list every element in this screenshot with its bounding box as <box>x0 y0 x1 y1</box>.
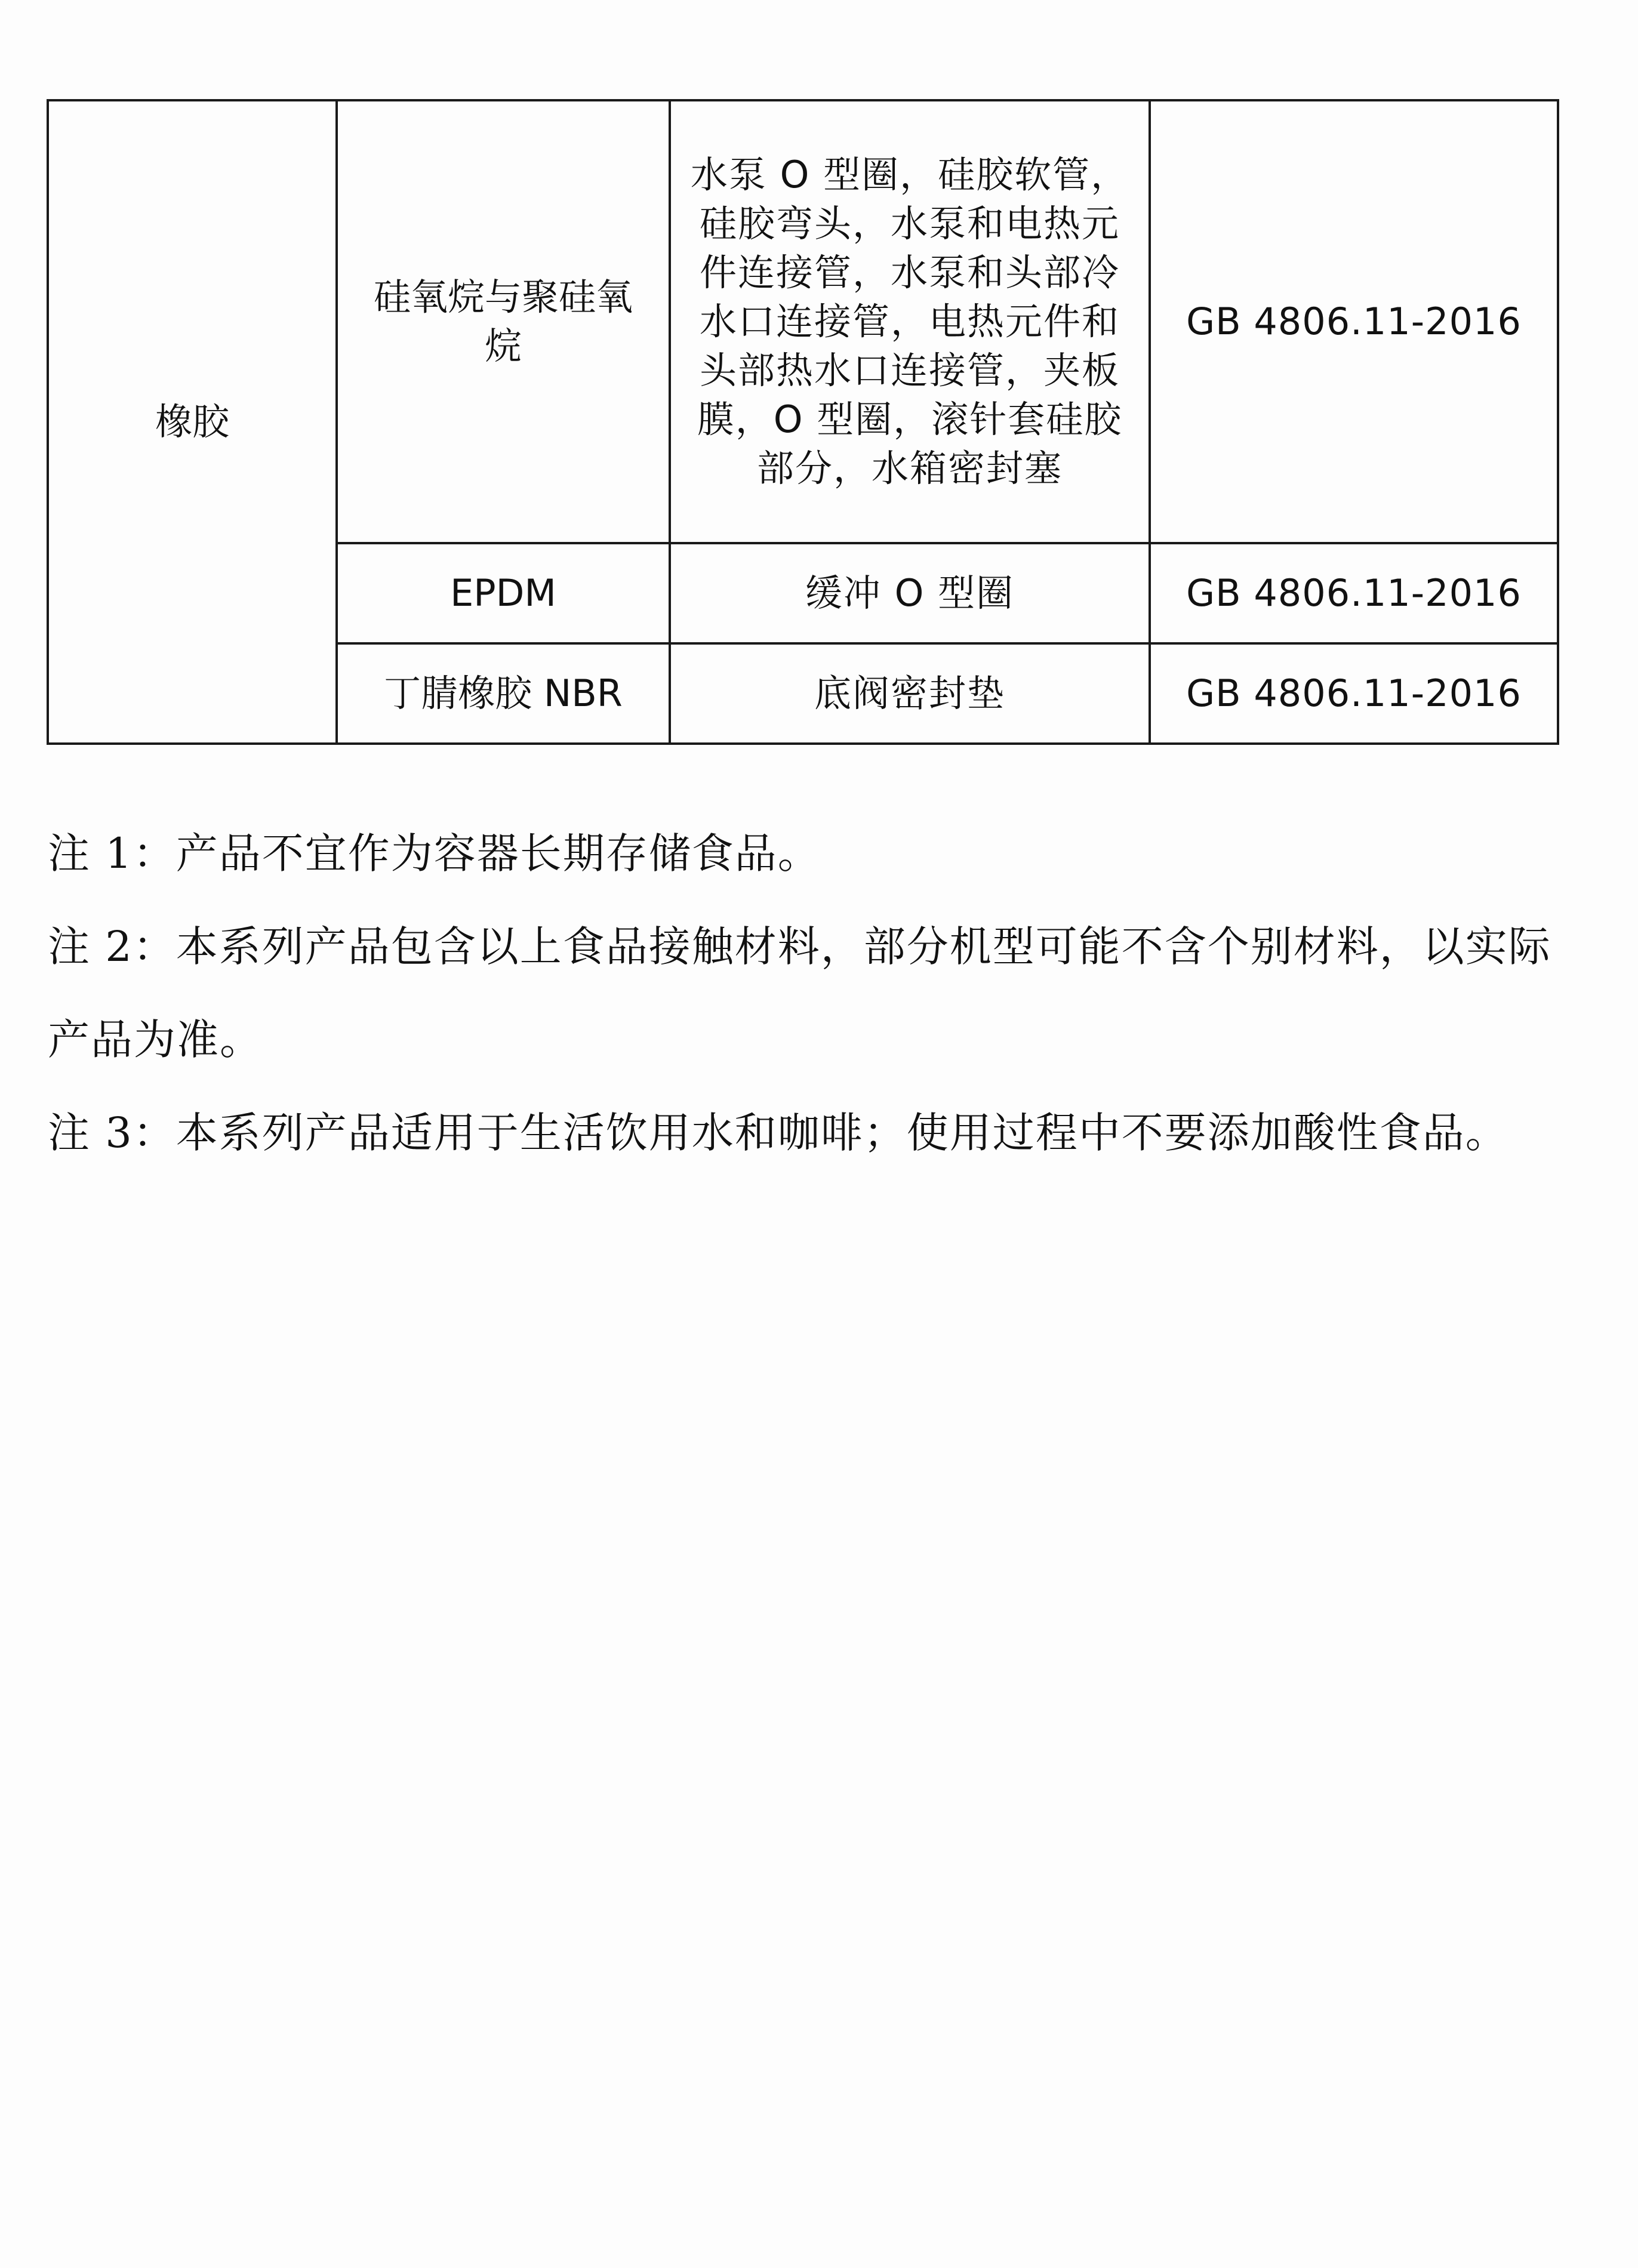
parts-cell: 缓冲 O 型圈 <box>670 543 1150 643</box>
parts-cell: 底阀密封垫 <box>670 643 1150 744</box>
standard-cell: GB 4806.11-2016 <box>1150 100 1558 543</box>
notes-section <box>48 807 1552 1179</box>
standard-cell: GB 4806.11-2016 <box>1150 543 1558 643</box>
material-cell: 丁腈橡胶 NBR <box>337 643 670 744</box>
note-text: 注 3：本系列产品适用于生活饮用水和咖啡；使用过程中不要添加酸性食品。 <box>48 1108 1508 1157</box>
note-text: 注 1：产品不宜作为容器长期存储食品。 <box>48 829 821 878</box>
note-3 <box>48 1086 1552 1179</box>
note-2 <box>48 900 1552 1086</box>
standard-cell: GB 4806.11-2016 <box>1150 643 1558 744</box>
note-text: 注 2：本系列产品包含以上食品接触材料，部分机型可能不含个别材料，以实际产品为准。 <box>48 922 1551 1064</box>
table-row <box>48 100 1558 543</box>
material-cell: EPDM <box>337 543 670 643</box>
material-category-cell: 橡胶 <box>48 100 337 744</box>
note-1 <box>48 807 1552 900</box>
parts-cell: 水泵 O 型圈，硅胶软管，硅胶弯头，水泵和电热元件连接管，水泵和头部冷水口连接管，电热元件和头部热水口连接管，夹板膜，O 型圈，滚针套硅胶部分，水箱密封塞 <box>670 100 1150 543</box>
material-cell: 硅氧烷与聚硅氧烷 <box>337 100 670 543</box>
food-contact-materials-table <box>47 99 1559 745</box>
